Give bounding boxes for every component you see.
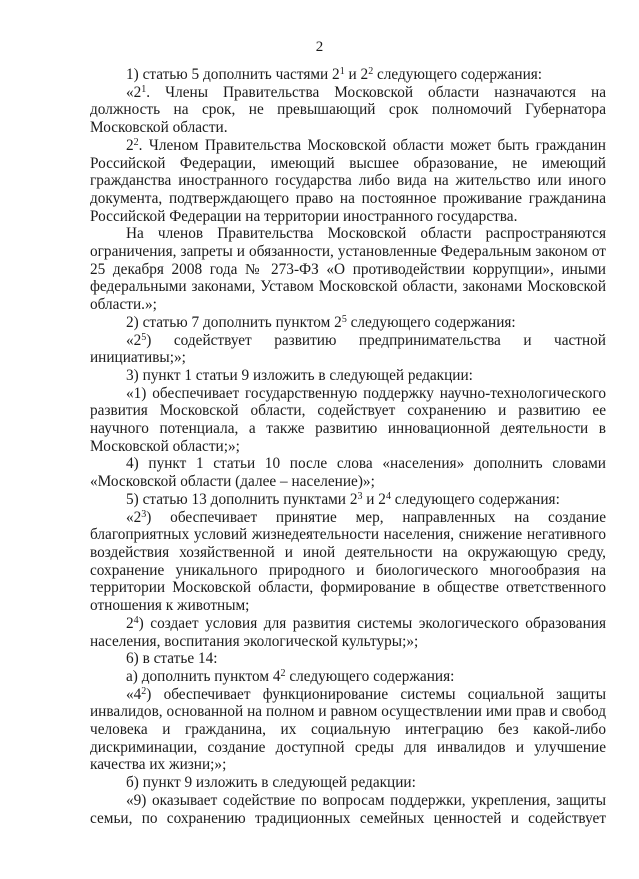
superscript-index: 2 <box>368 66 374 77</box>
text-run: 5) статью 13 дополнить пунктами 2 <box>126 490 358 508</box>
page-number: 2 <box>315 39 324 55</box>
text-run: ) обеспечивает принятие мер, направленных на создание благоприятных условий жизнедеятельности населения, снижение негативного воздействия хозяйственной и иной деятельности на окружающую среду, сохранение уникального природного и биологического многообразия на территории Московской области, формирование в обществе ответственного отношения к животным; <box>90 508 606 615</box>
paragraph-amend-article-5 <box>90 66 606 84</box>
superscript-index: 1 <box>339 66 345 77</box>
paragraph-amend-article-14 <box>90 650 606 668</box>
text-run: «9) оказывает содействие по вопросам поддержки, укрепления, защиты семьи, по сохранению традиционных семейных ценностей и содействует <box>90 791 606 827</box>
paragraph-part-2-1 <box>90 84 606 137</box>
text-run: 1) статью 5 дополнить частями 2 <box>126 66 340 83</box>
text-run: следующего содержания: <box>373 66 543 83</box>
paragraph-item-4-2 <box>90 686 606 775</box>
text-run: На членов Правительства Московской области распространяются ограничения, запреты и обязанности, установленные Федеральным законом от 25 декабря 2008 года № 273-ФЗ «О противодействии коррупции», иными федеральными законами, Уставом Московской области, законами Московской области.»; <box>90 225 606 314</box>
superscript-index: 2 <box>133 136 139 148</box>
text-run: 6) в статье 14: <box>126 650 218 668</box>
text-run: следующего содержания: <box>390 490 560 508</box>
paragraph-anticorruption <box>90 225 606 314</box>
paragraph-item-2-4 <box>90 615 606 650</box>
text-run: «4 <box>126 685 142 703</box>
paragraph-amend-article-10 <box>90 455 606 490</box>
paragraph-amend-article-9 <box>90 367 606 385</box>
text-run: 3) пункт 1 статьи 9 изложить в следующей редакции: <box>126 366 473 384</box>
text-run: б) пункт 9 изложить в следующей редакции: <box>126 774 416 792</box>
text-run: 2 <box>126 614 134 632</box>
text-run: 2 <box>126 136 134 154</box>
superscript-index: 3 <box>141 508 147 520</box>
paragraph-item-2-3 <box>90 509 606 615</box>
text-run: и 2 <box>344 66 369 83</box>
paragraph-part-2-2 <box>90 137 606 226</box>
superscript-index: 5 <box>141 331 147 343</box>
text-run: . Члены Правительства Московской области назначаются на должность на срок, не превышающий срок полномочий Губернатора Московской области. <box>90 83 606 137</box>
text-run: 4) пункт 1 статьи 10 после слова «населения» дополнить словами «Московской области (далее – население)»; <box>90 455 606 491</box>
text-run: ) обеспечивает функционирование системы социальной защиты инвалидов, основанной на полном и равном осуществлении ими прав и свобод человека и гражданина, их социальную интеграцию без какой-либо дискриминации, создание доступной среды для инвалидов и улучшение качества их жизни;»; <box>90 685 606 774</box>
paragraph-amend-article-13 <box>90 491 606 509</box>
superscript-index: 4 <box>133 614 139 626</box>
superscript-index: 3 <box>357 490 363 502</box>
superscript-index: 4 <box>385 490 391 502</box>
text-run: следующего содержания: <box>285 667 455 685</box>
superscript-index: 2 <box>280 667 286 679</box>
text-run: «2 <box>126 331 142 349</box>
superscript-index: 2 <box>141 685 147 697</box>
text-run: 2) статью 7 дополнить пунктом 2 <box>126 313 342 331</box>
paragraph-item-9-family <box>90 792 606 827</box>
paragraph-item-2-5 <box>90 332 606 367</box>
superscript-index: 5 <box>341 313 347 325</box>
text-run: «1) обеспечивает государственную поддержку научно-технологического развития Московской области, содействует сохранению и развитию ее научного потенциала, а также развитию инновационной деятельности в Московской области;»; <box>90 384 606 455</box>
text-run: . Членом Правительства Московской области может быть гражданин Российской Федерации, имеющий высшее образование, не имеющий гражданства иностранного государства либо вида на жительство или иного документа, подтверждающего право на постоянное проживание гражданина Российской Федерации на территории иностранного государства. <box>90 136 606 225</box>
text-run: ) содействует развитию предпринимательства и частной инициативы;»; <box>90 331 606 367</box>
text-run: «2 <box>126 508 142 526</box>
document-body <box>90 66 606 827</box>
paragraph-item-1-science <box>90 385 606 456</box>
paragraph-amend-article-7 <box>90 314 606 332</box>
text-run: и 2 <box>362 490 386 508</box>
text-run: а) дополнить пунктом 4 <box>126 667 281 685</box>
paragraph-subitem-a <box>90 668 606 686</box>
text-run: следующего содержания: <box>346 313 516 331</box>
paragraph-subitem-b <box>90 774 606 792</box>
superscript-index: 1 <box>141 83 147 95</box>
text-run: «2 <box>126 83 142 101</box>
text-run: ) создает условия для развития системы экологического образования населения, воспитания экологической культуры;»; <box>90 614 606 650</box>
